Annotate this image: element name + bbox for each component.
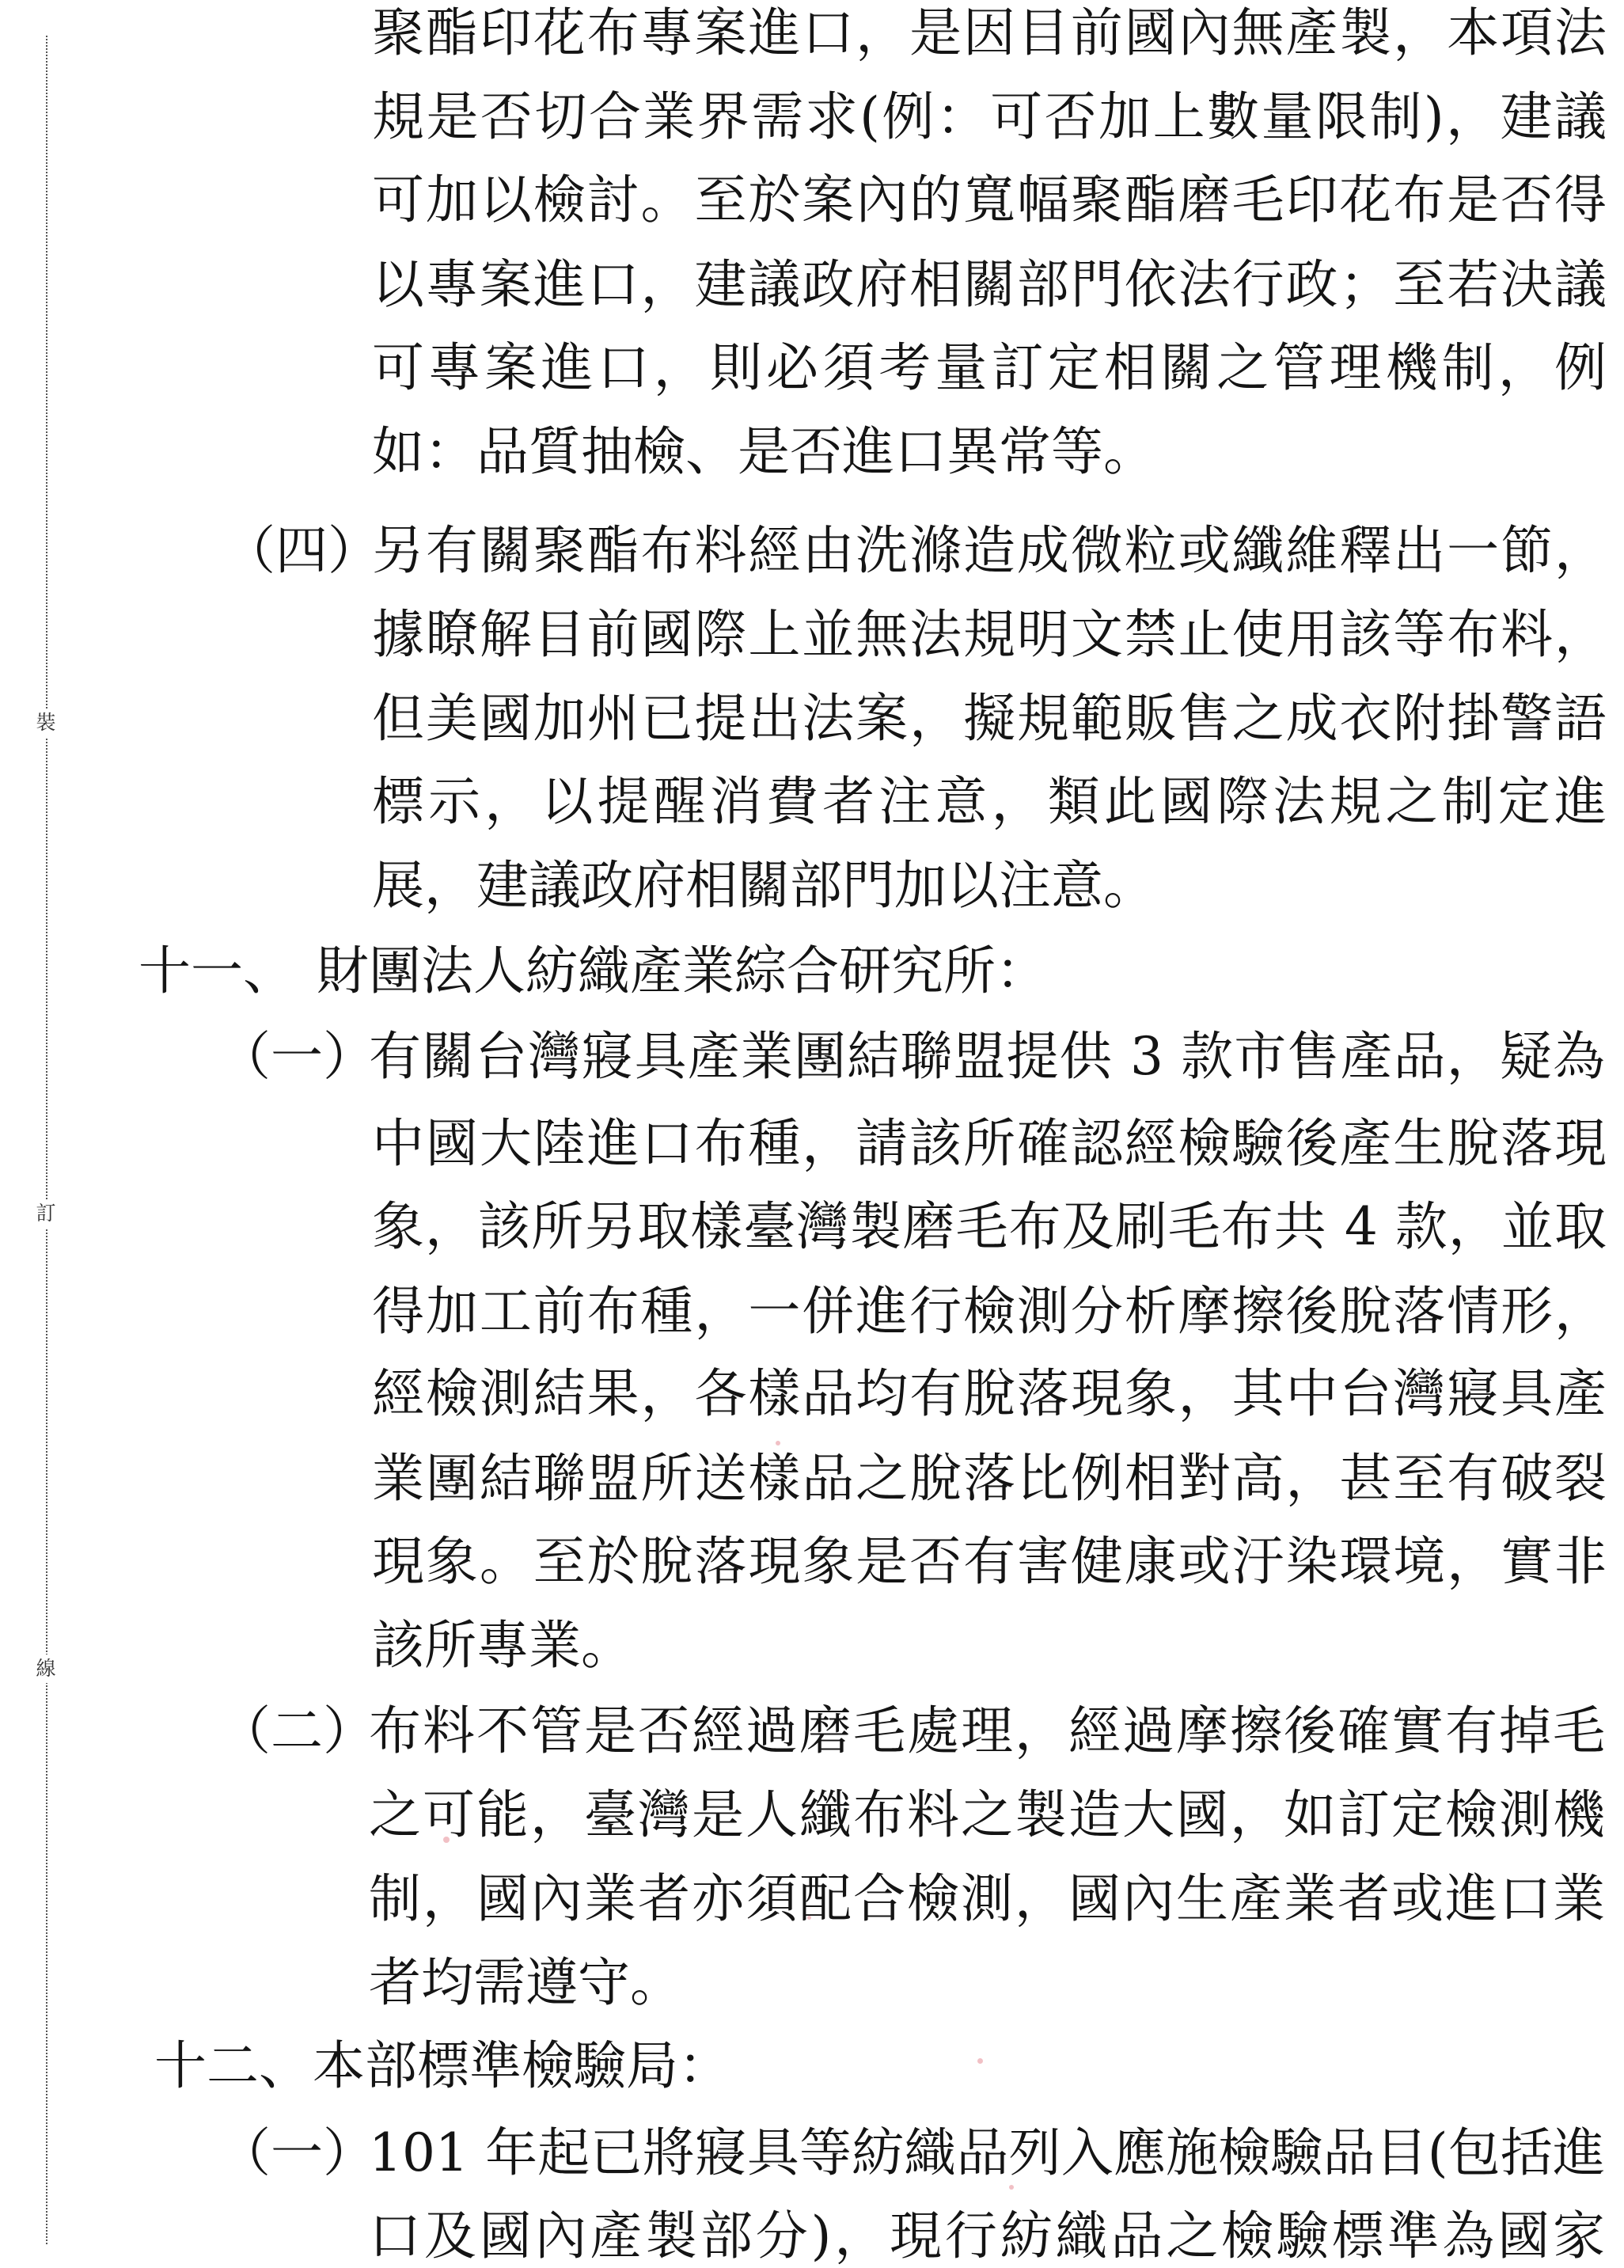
speck <box>1009 2185 1014 2190</box>
text-line: 中國大陸進口布種，請該所確認經檢驗後產生脫落現 <box>372 1113 1607 1174</box>
item-marker: （四） <box>223 520 380 581</box>
text-line: 象，該所另取樣臺灣製磨毛布及刷毛布共 4 款，並取 <box>372 1196 1607 1257</box>
binding-char-ding: 訂 <box>32 1199 60 1228</box>
text-line: 口及國內產製部分)，現行紡織品之檢驗標準為國家 <box>369 2205 1605 2266</box>
text-line: 得加工前布種，一併進行檢測分析摩擦後脫落情形， <box>372 1281 1607 1342</box>
text-line: 布料不管是否經過磨毛處理，經過摩擦後確實有掉毛 <box>369 1700 1605 1761</box>
item-marker: （一） <box>218 1026 375 1087</box>
heading-text: 本部標準檢驗局： <box>313 2035 730 2096</box>
text-line: 聚酯印花布專案進口，是因目前國內無產製，本項法 <box>372 2 1607 63</box>
text-line: 之可能，臺灣是人纖布料之製造大國，如訂定檢測機 <box>369 1784 1605 1845</box>
text-line: 標示，以提醒消費者注意，類此國際法規之制定進 <box>372 771 1607 832</box>
binding-char-xian: 線 <box>32 1654 60 1683</box>
speck <box>776 1441 780 1446</box>
heading-number: 十二、 <box>154 2035 311 2096</box>
text-line: 展，建議政府相關部門加以注意。 <box>372 855 1155 916</box>
text-line: 有關台灣寢具產業團結聯盟提供 3 款市售產品，疑為 <box>369 1026 1605 1087</box>
text-line: 據瞭解目前國際上並無法規明文禁止使用該等布料， <box>372 604 1607 665</box>
speck <box>977 2058 983 2064</box>
text-line: 101 年起已將寢具等紡織品列入應施檢驗品目(包括進 <box>369 2122 1605 2183</box>
binding-dotted-line <box>46 36 47 2244</box>
speck <box>443 1837 450 1843</box>
text-line: 以專案進口，建議政府相關部門依法行政；至若決議 <box>372 254 1607 315</box>
text-line: 制，國內業者亦須配合檢測，國內生產業者或進口業 <box>369 1868 1605 1929</box>
text-line: 該所專業。 <box>372 1615 633 1676</box>
text-line: 規是否切合業界需求(例：可否加上數量限制)，建議 <box>372 86 1607 147</box>
text-line: 經檢測結果，各樣品均有脫落現象，其中台灣寢具產 <box>372 1363 1607 1424</box>
text-line: 可加以檢討。至於案內的寬幅聚酯磨毛印花布是否得 <box>372 169 1607 230</box>
text-line: 可專案進口，則必須考量訂定相關之管理機制，例 <box>372 337 1607 398</box>
heading-text: 財團法人紡織產業綜合研究所： <box>317 940 1048 1001</box>
text-line: 現象。至於脫落現象是否有害健康或汙染環境，實非 <box>372 1531 1607 1592</box>
item-marker: （二） <box>218 1700 375 1761</box>
text-line: 但美國加州已提出法案，擬規範販售之成衣附掛警語 <box>372 688 1607 749</box>
heading-number: 十一、 <box>138 940 295 1001</box>
item-marker: （一） <box>218 2122 375 2183</box>
text-line: 業團結聯盟所送樣品之脫落比例相對高，甚至有破裂 <box>372 1448 1607 1509</box>
text-line: 如：品質抽檢、是否進口異常等。 <box>372 421 1155 482</box>
speck <box>807 1916 811 1920</box>
text-line: 另有關聚酯布料經由洗滌造成微粒或纖維釋出一節， <box>372 520 1607 581</box>
binding-char-zhuang: 裝 <box>32 709 60 737</box>
text-line: 者均需遵守。 <box>369 1952 682 2013</box>
